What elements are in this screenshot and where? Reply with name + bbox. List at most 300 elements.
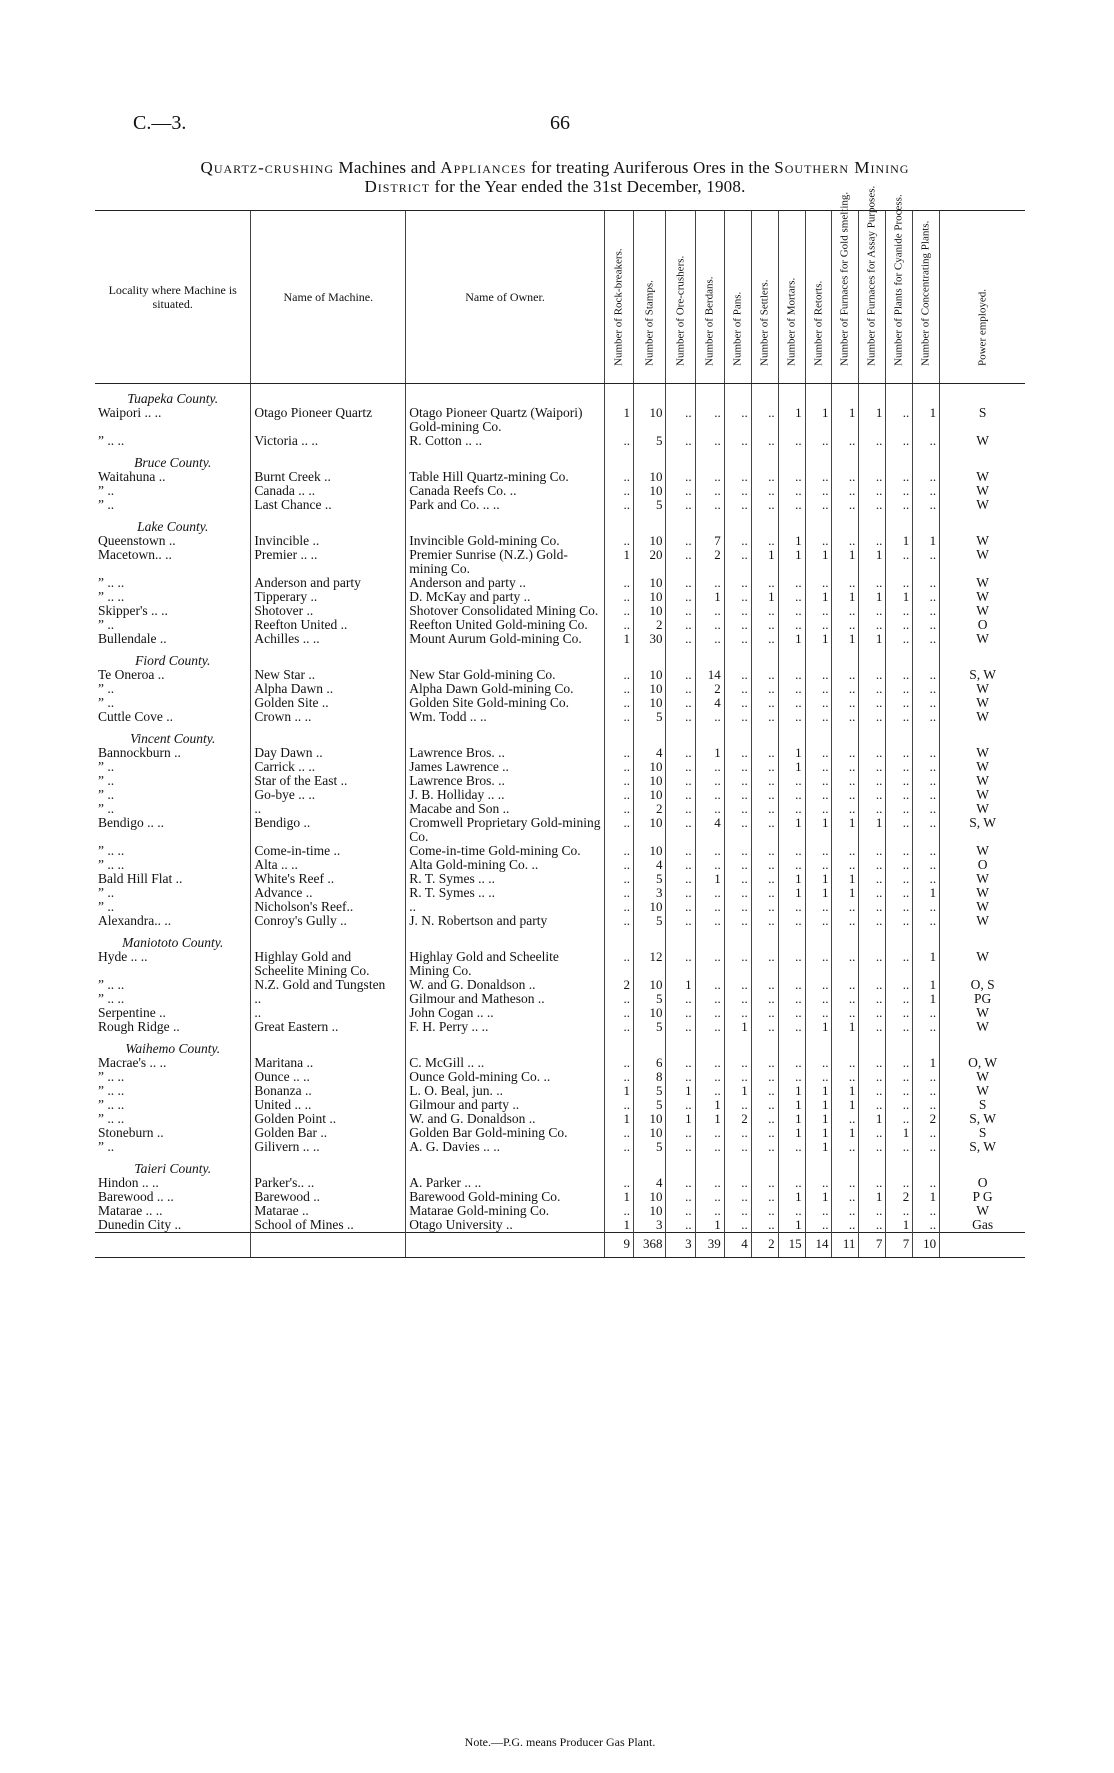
- count-cell: ..: [751, 1126, 778, 1140]
- count-cell: 1: [604, 406, 633, 434]
- count-cell: ..: [913, 774, 940, 788]
- empty-cell: [832, 1034, 859, 1056]
- count-cell: ..: [859, 1020, 886, 1034]
- count-cell: ..: [805, 746, 832, 760]
- power-cell: W: [940, 696, 1025, 710]
- empty-cell: [251, 448, 406, 470]
- count-cell: ..: [751, 604, 778, 618]
- count-cell: ..: [778, 914, 805, 928]
- count-cell: ..: [724, 470, 751, 484]
- empty-cell: [886, 724, 913, 746]
- power-cell: S, W: [940, 1140, 1025, 1154]
- count-cell: ..: [724, 978, 751, 992]
- count-cell: ..: [886, 1140, 913, 1154]
- count-cell: ..: [724, 1098, 751, 1112]
- count-cell: 1: [805, 872, 832, 886]
- count-cell: 10: [633, 484, 666, 498]
- count-cell: ..: [859, 1006, 886, 1020]
- count-cell: ..: [778, 1070, 805, 1084]
- title-part: Southern Mining: [774, 158, 910, 177]
- empty-cell: [805, 928, 832, 950]
- county-name: Waihemo County.: [125, 1041, 221, 1056]
- table-row: [95, 1098, 1025, 1112]
- count-cell: ..: [778, 844, 805, 858]
- count-cell: ..: [832, 484, 859, 498]
- table-row: [95, 1056, 1025, 1070]
- count-cell: 3: [633, 886, 666, 900]
- count-cell: 1: [913, 406, 940, 434]
- owner-cell: R. T. Symes .. ..: [406, 872, 605, 886]
- machine-cell: School of Mines ..: [251, 1218, 406, 1233]
- count-cell: ..: [832, 1204, 859, 1218]
- table-row: [95, 484, 1025, 498]
- count-cell: ..: [886, 788, 913, 802]
- count-cell: ..: [604, 470, 633, 484]
- empty-cell: [633, 448, 666, 470]
- county-name: Fiord County.: [135, 653, 211, 668]
- count-cell: ..: [886, 710, 913, 724]
- table-row: [95, 950, 1025, 978]
- count-cell: ..: [913, 872, 940, 886]
- count-cell: ..: [913, 434, 940, 448]
- empty-cell: [751, 724, 778, 746]
- locality-cell: ” .. ..: [98, 1069, 125, 1084]
- empty-cell: [666, 646, 695, 668]
- count-cell: ..: [724, 576, 751, 590]
- count-cell: ..: [666, 618, 695, 632]
- title-part: Appliances: [440, 158, 527, 177]
- count-cell: ..: [724, 534, 751, 548]
- empty-cell: [695, 448, 724, 470]
- count-cell: ..: [666, 682, 695, 696]
- count-cell: 1: [805, 1084, 832, 1098]
- count-cell: 1: [666, 1112, 695, 1126]
- machine-cell: Matarae ..: [251, 1204, 406, 1218]
- empty-cell: [805, 512, 832, 534]
- count-cell: ..: [778, 604, 805, 618]
- locality-cell: Hyde .. ..: [98, 949, 148, 964]
- count-cell: 10: [633, 760, 666, 774]
- count-cell: ..: [832, 604, 859, 618]
- count-cell: ..: [778, 590, 805, 604]
- count-cell: ..: [604, 1098, 633, 1112]
- power-cell: W: [940, 914, 1025, 928]
- count-cell: ..: [886, 1056, 913, 1070]
- owner-cell: Reefton United Gold-mining Co.: [406, 618, 605, 632]
- count-cell: ..: [859, 802, 886, 816]
- count-cell: 1: [886, 1126, 913, 1140]
- owner-cell: Premier Sunrise (N.Z.) Gold-mining Co.: [406, 548, 605, 576]
- count-cell: ..: [666, 1140, 695, 1154]
- county-heading-row: [95, 928, 1025, 950]
- title-part: for the Year ended the 31st December, 1908.: [430, 177, 746, 196]
- empty-cell: [604, 384, 633, 407]
- owner-cell: J. B. Holliday .. ..: [406, 788, 605, 802]
- col-concentrating: [913, 211, 940, 384]
- machine-cell: Parker's.. ..: [251, 1176, 406, 1190]
- count-cell: 1: [832, 1098, 859, 1112]
- count-cell: 1: [778, 816, 805, 844]
- empty-cell: [859, 646, 886, 668]
- power-cell: O: [940, 858, 1025, 872]
- count-cell: ..: [604, 914, 633, 928]
- count-cell: ..: [666, 1070, 695, 1084]
- table-row: [95, 470, 1025, 484]
- count-cell: 1: [778, 1126, 805, 1140]
- count-cell: ..: [604, 604, 633, 618]
- count-cell: 1: [805, 1126, 832, 1140]
- count-cell: 1: [695, 1218, 724, 1233]
- power-cell: W: [940, 1204, 1025, 1218]
- power-cell: W: [940, 788, 1025, 802]
- count-cell: 1: [751, 590, 778, 604]
- county-heading-row: [95, 384, 1025, 407]
- machine-cell: Barewood ..: [251, 1190, 406, 1204]
- col-owner: Name of Owner.: [406, 211, 605, 384]
- count-cell: ..: [886, 886, 913, 900]
- count-cell: ..: [724, 682, 751, 696]
- count-cell: ..: [604, 576, 633, 590]
- empty-cell: [633, 1154, 666, 1176]
- count-cell: ..: [886, 872, 913, 886]
- count-cell: ..: [886, 484, 913, 498]
- machine-cell: Premier .. ..: [251, 548, 406, 576]
- count-cell: ..: [886, 470, 913, 484]
- count-cell: ..: [832, 1190, 859, 1204]
- owner-cell: John Cogan .. ..: [406, 1006, 605, 1020]
- count-cell: 1: [604, 1218, 633, 1233]
- count-cell: ..: [913, 710, 940, 724]
- count-cell: ..: [832, 1140, 859, 1154]
- total-cell: 7: [859, 1233, 886, 1258]
- empty-cell: [832, 646, 859, 668]
- power-cell: O, S: [940, 978, 1025, 992]
- owner-cell: Otago Pioneer Quartz (Waipori) Gold-mining Co.: [406, 406, 605, 434]
- total-cell: 10: [913, 1233, 940, 1258]
- count-cell: ..: [859, 900, 886, 914]
- owner-cell: Park and Co. .. ..: [406, 498, 605, 512]
- count-cell: 5: [633, 914, 666, 928]
- empty-cell: [666, 928, 695, 950]
- count-cell: ..: [666, 950, 695, 978]
- empty-cell: [633, 724, 666, 746]
- owner-cell: A. Parker .. ..: [406, 1176, 605, 1190]
- power-cell: S, W: [940, 1112, 1025, 1126]
- table-row: [95, 802, 1025, 816]
- col-furnaces-assay: [859, 185, 886, 384]
- count-cell: ..: [751, 1218, 778, 1233]
- empty-cell: [251, 512, 406, 534]
- empty-cell: [604, 928, 633, 950]
- count-cell: ..: [859, 470, 886, 484]
- count-cell: ..: [604, 950, 633, 978]
- totals-row: [95, 1233, 1025, 1258]
- count-cell: ..: [832, 470, 859, 484]
- count-cell: 1: [805, 406, 832, 434]
- count-cell: ..: [695, 900, 724, 914]
- count-cell: ..: [604, 1070, 633, 1084]
- count-cell: ..: [724, 548, 751, 576]
- machine-cell: N.Z. Gold and Tungsten: [251, 978, 406, 992]
- count-cell: ..: [751, 1020, 778, 1034]
- count-cell: ..: [724, 1070, 751, 1084]
- count-cell: ..: [604, 1006, 633, 1020]
- count-cell: ..: [832, 498, 859, 512]
- empty-cell: [604, 448, 633, 470]
- locality-cell: Macrae's .. ..: [98, 1055, 167, 1070]
- locality-cell: Hindon .. ..: [98, 1175, 159, 1190]
- count-cell: ..: [751, 914, 778, 928]
- empty-cell: [913, 448, 940, 470]
- empty-cell: [913, 1034, 940, 1056]
- count-cell: ..: [832, 950, 859, 978]
- count-cell: 1: [805, 1190, 832, 1204]
- count-cell: 1: [913, 992, 940, 1006]
- owner-cell: Invincible Gold-mining Co.: [406, 534, 605, 548]
- count-cell: ..: [805, 950, 832, 978]
- count-cell: ..: [778, 470, 805, 484]
- count-cell: ..: [604, 746, 633, 760]
- count-cell: ..: [666, 696, 695, 710]
- empty-cell: [778, 1154, 805, 1176]
- count-cell: 5: [633, 498, 666, 512]
- empty-cell: [695, 512, 724, 534]
- owner-cell: J. N. Robertson and party: [406, 914, 605, 928]
- owner-cell: C. McGill .. ..: [406, 1056, 605, 1070]
- count-cell: ..: [805, 858, 832, 872]
- count-cell: ..: [805, 1070, 832, 1084]
- count-cell: ..: [666, 844, 695, 858]
- count-cell: 1: [832, 590, 859, 604]
- county-name: Bruce County.: [134, 455, 212, 470]
- count-cell: ..: [666, 1176, 695, 1190]
- owner-cell: Otago University ..: [406, 1218, 605, 1233]
- count-cell: ..: [695, 710, 724, 724]
- count-cell: 1: [666, 978, 695, 992]
- empty-cell: [695, 384, 724, 407]
- count-cell: 2: [913, 1112, 940, 1126]
- count-cell: ..: [832, 576, 859, 590]
- count-cell: 10: [633, 900, 666, 914]
- empty-cell: [832, 724, 859, 746]
- owner-cell: Come-in-time Gold-mining Co.: [406, 844, 605, 858]
- power-cell: W: [940, 844, 1025, 858]
- count-cell: ..: [724, 914, 751, 928]
- empty-cell: [724, 448, 751, 470]
- col-label: Number of Ore-crushers.: [674, 255, 687, 366]
- owner-cell: Macabe and Son ..: [406, 802, 605, 816]
- count-cell: ..: [724, 1190, 751, 1204]
- machine-cell: Highlay Gold and Scheelite Mining Co.: [251, 950, 406, 978]
- machine-cell: Crown .. ..: [251, 710, 406, 724]
- count-cell: 1: [886, 534, 913, 548]
- count-cell: 1: [805, 816, 832, 844]
- title-part: for treating Auriferous Ores in the: [526, 158, 775, 177]
- count-cell: ..: [886, 548, 913, 576]
- table-row: [95, 498, 1025, 512]
- table-row: [95, 1218, 1025, 1233]
- count-cell: ..: [805, 576, 832, 590]
- empty-cell: [886, 928, 913, 950]
- count-cell: ..: [604, 534, 633, 548]
- count-cell: ..: [832, 434, 859, 448]
- machine-cell: Victoria .. ..: [251, 434, 406, 448]
- count-cell: 5: [633, 434, 666, 448]
- machine-cell: Come-in-time ..: [251, 844, 406, 858]
- count-cell: 1: [724, 1020, 751, 1034]
- count-cell: ..: [832, 534, 859, 548]
- count-cell: 1: [724, 1084, 751, 1098]
- col-mortars: [778, 211, 805, 384]
- empty-cell: [406, 1154, 605, 1176]
- machine-cell: New Star ..: [251, 668, 406, 682]
- title-part: Quartz-crushing: [200, 158, 335, 177]
- count-cell: ..: [751, 534, 778, 548]
- count-cell: 1: [778, 548, 805, 576]
- empty-cell: [251, 1034, 406, 1056]
- empty-cell: [778, 448, 805, 470]
- count-cell: ..: [695, 1006, 724, 1020]
- count-cell: ..: [724, 618, 751, 632]
- machine-cell: Tipperary ..: [251, 590, 406, 604]
- count-cell: 2: [724, 1112, 751, 1126]
- col-label: Power employed.: [976, 289, 989, 366]
- count-cell: ..: [778, 434, 805, 448]
- locality-cell: ” .. ..: [98, 589, 125, 604]
- count-cell: 5: [633, 1098, 666, 1112]
- count-cell: ..: [886, 604, 913, 618]
- count-cell: ..: [832, 858, 859, 872]
- count-cell: ..: [913, 498, 940, 512]
- power-cell: W: [940, 1020, 1025, 1034]
- count-cell: ..: [859, 760, 886, 774]
- count-cell: ..: [805, 668, 832, 682]
- locality-cell: Waipori .. ..: [98, 405, 162, 420]
- col-label: Number of Rock-breakers.: [612, 248, 625, 366]
- locality-cell: Queenstown ..: [98, 533, 176, 548]
- count-cell: ..: [913, 682, 940, 696]
- count-cell: ..: [751, 682, 778, 696]
- machine-cell: ..: [251, 802, 406, 816]
- table-row: [95, 696, 1025, 710]
- table-row: [95, 668, 1025, 682]
- owner-cell: Golden Site Gold-mining Co.: [406, 696, 605, 710]
- total-cell: 15: [778, 1233, 805, 1258]
- count-cell: ..: [886, 802, 913, 816]
- count-cell: ..: [666, 1204, 695, 1218]
- col-label: Number of Berdans.: [703, 276, 716, 366]
- power-cell: W: [940, 802, 1025, 816]
- count-cell: 10: [633, 1006, 666, 1020]
- count-cell: ..: [695, 434, 724, 448]
- county-heading-row: [95, 512, 1025, 534]
- count-cell: 5: [633, 1140, 666, 1154]
- count-cell: ..: [604, 844, 633, 858]
- count-cell: 10: [633, 406, 666, 434]
- count-cell: 3: [633, 1218, 666, 1233]
- count-cell: 1: [805, 632, 832, 646]
- count-cell: 10: [633, 774, 666, 788]
- count-cell: 2: [633, 618, 666, 632]
- count-cell: 1: [832, 1126, 859, 1140]
- owner-cell: Alta Gold-mining Co. ..: [406, 858, 605, 872]
- count-cell: ..: [724, 872, 751, 886]
- count-cell: 1: [832, 406, 859, 434]
- document-reference: C.—3.: [133, 112, 187, 134]
- count-cell: ..: [724, 992, 751, 1006]
- empty-cell: [751, 928, 778, 950]
- total-cell: 2: [751, 1233, 778, 1258]
- count-cell: ..: [913, 484, 940, 498]
- owner-cell: ..: [406, 900, 605, 914]
- count-cell: 1: [805, 1112, 832, 1126]
- count-cell: ..: [805, 802, 832, 816]
- count-cell: ..: [751, 844, 778, 858]
- count-cell: ..: [695, 858, 724, 872]
- power-cell: S, W: [940, 816, 1025, 844]
- empty-cell: [913, 724, 940, 746]
- count-cell: ..: [859, 1176, 886, 1190]
- count-cell: ..: [778, 618, 805, 632]
- count-cell: 2: [604, 978, 633, 992]
- count-cell: ..: [886, 978, 913, 992]
- power-cell: W: [940, 760, 1025, 774]
- count-cell: ..: [913, 618, 940, 632]
- count-cell: ..: [751, 1006, 778, 1020]
- count-cell: ..: [724, 1176, 751, 1190]
- machine-cell: Bonanza ..: [251, 1084, 406, 1098]
- locality-cell: ” .. ..: [98, 857, 125, 872]
- table-row: [95, 1190, 1025, 1204]
- locality-cell: Te Oneroa ..: [98, 667, 165, 682]
- count-cell: ..: [695, 1056, 724, 1070]
- count-cell: ..: [695, 774, 724, 788]
- count-cell: 1: [859, 632, 886, 646]
- count-cell: ..: [724, 668, 751, 682]
- empty-cell: [940, 512, 1025, 534]
- empty-cell: [666, 512, 695, 534]
- count-cell: ..: [666, 534, 695, 548]
- empty-cell: [778, 724, 805, 746]
- machine-cell: Alta .. ..: [251, 858, 406, 872]
- count-cell: ..: [724, 590, 751, 604]
- empty-cell: [724, 1154, 751, 1176]
- count-cell: ..: [913, 590, 940, 604]
- locality-cell: Bald Hill Flat ..: [98, 871, 183, 886]
- total-cell: 3: [666, 1233, 695, 1258]
- empty-cell: [886, 512, 913, 534]
- machine-cell: Day Dawn ..: [251, 746, 406, 760]
- empty-cell: [859, 512, 886, 534]
- count-cell: ..: [778, 950, 805, 978]
- locality-cell: Stoneburn ..: [98, 1125, 164, 1140]
- count-cell: ..: [886, 696, 913, 710]
- count-cell: ..: [724, 844, 751, 858]
- count-cell: ..: [604, 900, 633, 914]
- empty-cell: [751, 646, 778, 668]
- power-cell: S, W: [940, 668, 1025, 682]
- count-cell: 1: [778, 886, 805, 900]
- count-cell: 1: [832, 632, 859, 646]
- count-cell: ..: [751, 978, 778, 992]
- count-cell: 1: [859, 816, 886, 844]
- machine-cell: Advance ..: [251, 886, 406, 900]
- count-cell: 10: [633, 576, 666, 590]
- empty-cell: [913, 384, 940, 407]
- count-cell: ..: [886, 774, 913, 788]
- count-cell: ..: [604, 498, 633, 512]
- count-cell: ..: [724, 746, 751, 760]
